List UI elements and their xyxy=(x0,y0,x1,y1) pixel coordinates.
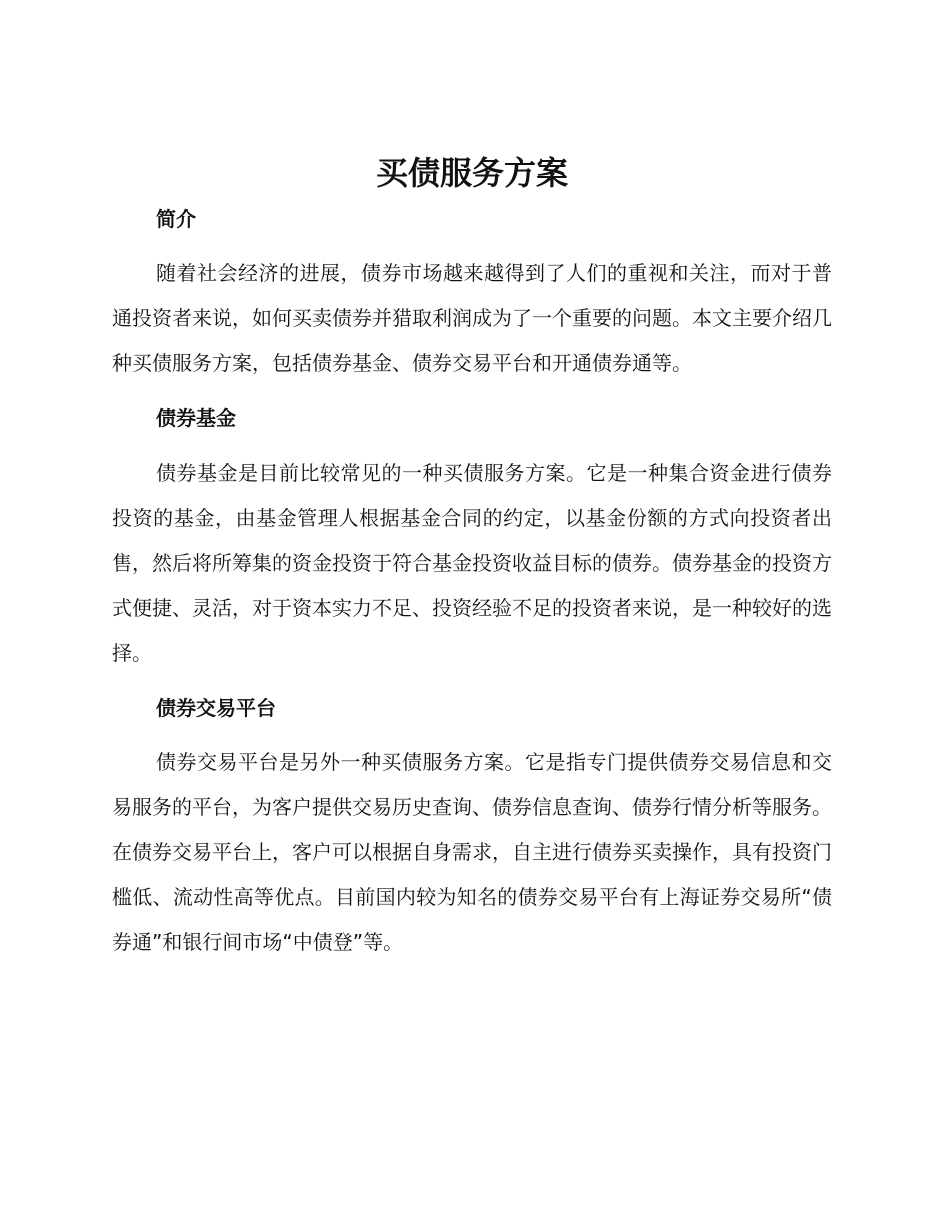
section-paragraph-intro: 随着社会经济的进展，债券市场越来越得到了人们的重视和关注，而对于普通投资者来说，如何买卖债券并猎取利润成为了一个重要的问题。本文主要介绍几种买债服务方案，包括债券基金、债券交易平台和开通债券通等。 xyxy=(112,261,832,375)
section-heading-intro: 简介 xyxy=(156,207,196,231)
document-title: 买债服务方案 xyxy=(375,154,568,192)
section-heading-trading-platform: 债券交易平台 xyxy=(156,696,276,720)
section-paragraph-bond-fund: 债券基金是目前比较常见的一种买债服务方案。它是一种集合资金进行债券投资的基金，由基金管理人根据基金合同的约定，以基金份额的方式向投资者出售，然后将所筹集的资金投资于符合基金投资收益目标的债券。债券基金的投资方式便捷、灵活，对于资本实力不足、投资经验不足的投资者来说，是一种较好的选择。 xyxy=(112,461,832,665)
section-paragraph-trading-platform: 债券交易平台是另外一种买债服务方案。它是指专门提供债券交易信息和交易服务的平台，为客户提供交易历史查询、债券信息查询、债券行情分析等服务。在债券交易平台上，客户可以根据自身需求，自主进行债券买卖操作，具有投资门槛低、流动性高等优点。目前国内较为知名的债券交易平台有上海证券交易所“债券通”和银行间市场“中债登”等。 xyxy=(112,750,832,954)
section-heading-bond-fund: 债券基金 xyxy=(156,406,236,430)
document-page xyxy=(112,150,832,965)
